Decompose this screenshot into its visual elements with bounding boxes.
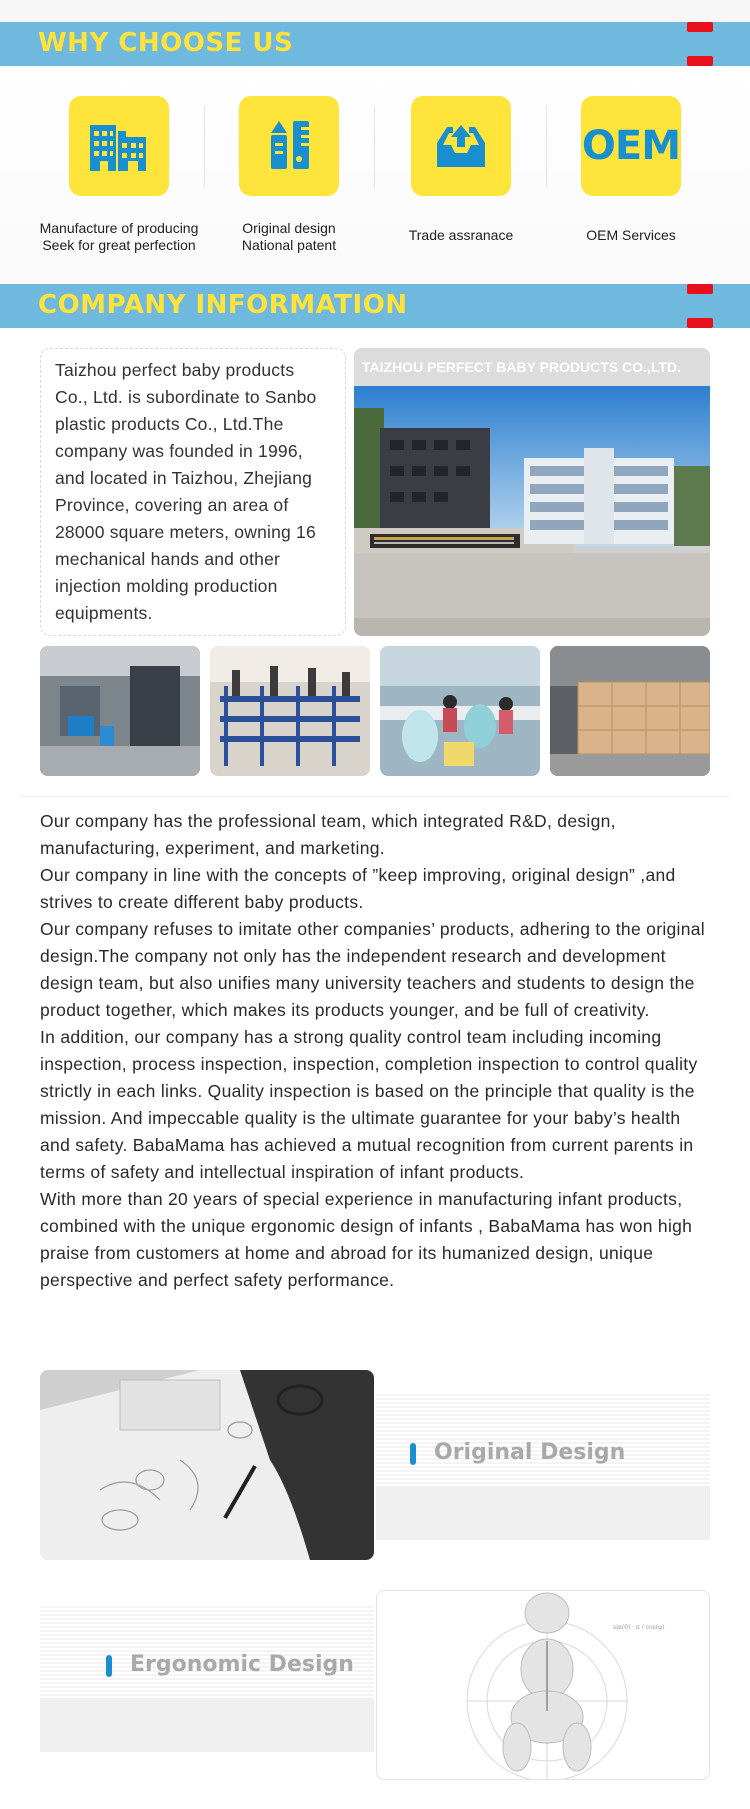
- ergonomic-design-accent: [106, 1655, 112, 1677]
- company-intro-box: [40, 348, 346, 636]
- about-paragraph-4: In addition, our company has a strong quality control team including incoming inspection, process inspection, inspection, completion inspection to control quality strictly in each links. Quality inspection is based on the principle that quality is the mission. And impeccable quality is the ultimate guarantee for your baby’s health and safety. BabaMama has achieved a mutual recognition from current parents in terms of safety and intellectual inspiration of infant products.: [40, 1027, 698, 1182]
- about-paragraph-3: Our company refuses to imitate other companies’ products, adhering to the original design.The company not only has the independent research and development design team, but also unifies many university teachers and students to design the product together, which makes its products younger, and be full of creativity.: [40, 919, 705, 1020]
- factory-icon: [69, 96, 169, 196]
- why-item-trade-assurance-line1: Trade assranace: [408, 227, 514, 243]
- designer-sketching-photo: [40, 1370, 374, 1560]
- panel-shade: [40, 1698, 374, 1752]
- factory-photo: [354, 348, 710, 636]
- oem-icon: [581, 96, 681, 196]
- inbox-upload-icon: [411, 96, 511, 196]
- about-paragraph-2: Our company in line with the concepts of ”keep improving, original design” ,and strives to create different baby products.: [40, 865, 676, 912]
- ergonomic-design-title: Ergonomic Design: [130, 1652, 354, 1677]
- red-tab-bottom: [687, 318, 713, 328]
- why-item-manufacture-line1: Manufacture of producing: [39, 220, 199, 236]
- workshop-photo-3: [380, 646, 540, 776]
- original-design-title: Original Design: [434, 1440, 626, 1465]
- why-choose-us-bar: [0, 22, 750, 66]
- why-item-original-design-line1: Original design: [242, 220, 336, 236]
- why-item-original-design: [204, 96, 374, 254]
- why-item-trade-assurance: [376, 96, 546, 244]
- about-paragraph-5: With more than 20 years of special experience in manufacturing infant products, combined with the unique ergonomic design of infants , BabaMama has won high praise from customers at home and abroad for its humanized design, unique perspective and perfect safety performance.: [40, 1189, 693, 1290]
- company-about-text: [40, 808, 712, 1294]
- original-design-panel: [376, 1392, 710, 1540]
- company-intro-text: Taizhou perfect baby products Co., Ltd. is subordinate to Sanbo plastic products Co., Ltd.The company was founded in 1996, and located in Taizhou, Zhejiang Province, covering an area of 28000 square meters, owning 16 mechanical hands and other injection molding production equipments.: [55, 360, 317, 623]
- top-strip: [0, 0, 750, 22]
- workshop-photo-2: [210, 646, 370, 776]
- workshop-photo-1: [40, 646, 200, 776]
- why-item-manufacture: [34, 96, 204, 254]
- design-tools-icon: [239, 96, 339, 196]
- red-tab-top: [687, 22, 713, 32]
- divider: [20, 796, 730, 797]
- why-choose-us-title: WHY CHOOSE US: [38, 28, 294, 58]
- why-choose-us-section: [0, 66, 750, 284]
- why-item-manufacture-line2: Seek for great perfection: [42, 237, 196, 253]
- about-paragraph-1: Our company has the professional team, which integrated R&D, design, manufacturing, experiment, and marketing.: [40, 811, 616, 858]
- factory-photo-title: TAIZHOU PERFECT BABY PRODUCTS CO.,LTD.: [354, 348, 710, 386]
- divider: [374, 106, 375, 188]
- warehouse-photo: [550, 646, 710, 776]
- why-item-oem-services: [546, 96, 716, 244]
- company-information-title: COMPANY INFORMATION: [38, 290, 408, 320]
- baby-ergonomics-illustration: [376, 1590, 710, 1780]
- oem-icon-text: OEM: [581, 123, 681, 169]
- red-tab-top: [687, 284, 713, 294]
- company-information-bar: [0, 284, 750, 328]
- ergonomic-design-panel: [40, 1604, 374, 1752]
- why-item-oem-services-line1: OEM Services: [586, 227, 676, 243]
- red-tab-bottom: [687, 56, 713, 66]
- why-item-original-design-line2: National patent: [241, 237, 337, 253]
- original-design-accent: [410, 1443, 416, 1465]
- panel-shade: [376, 1486, 710, 1540]
- svg-text:sin(θ) · π / cos(φ): sin(θ) · π / cos(φ): [613, 1624, 665, 1631]
